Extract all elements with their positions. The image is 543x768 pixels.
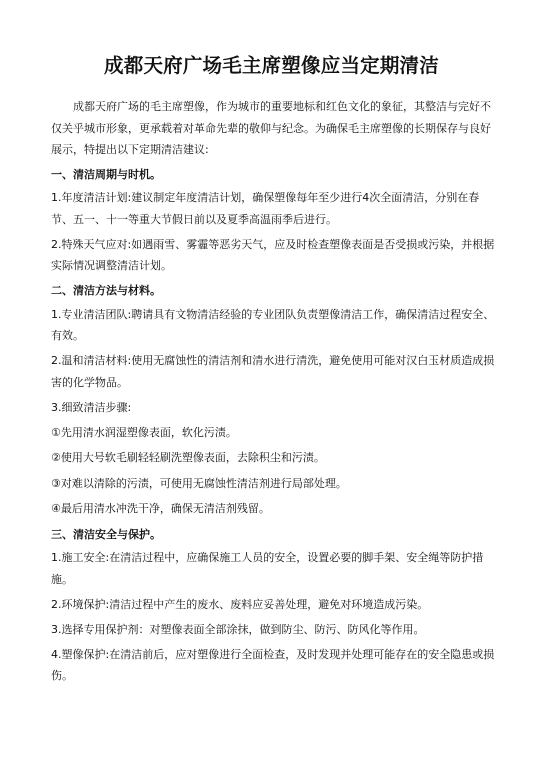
section-3-item-2: 2.环境保护:清洁过程中产生的废水、废料应妥善处理，避免对环境造成污染。 [51,597,429,611]
section-3-item-4: 4.塑像保护:在清洁前后，应对塑像进行全面检查，及时发现并处理可能存在的安全隐患或损伤。 [51,647,495,682]
section-heading-3: 三、清洁安全与保护。 [51,527,161,541]
intro-paragraph: 成都天府广场的毛主席塑像，作为城市的重要地标和红色文化的象征，其整洁与完好不仅关乎城市形象，更承载着对革命先辈的敬仰与纪念。为确保毛主席塑像的长期保存与良好展示，特提出以下定期清洁建议: [51,100,491,156]
section-1-item-2: 2.特殊天气应对:如遇雨雪、雾霾等恶劣天气，应及时检查塑像表面是否受损或污染，并根据实际情况调整清洁计划。 [51,237,495,272]
section-3-item-1: 1.施工安全:在清洁过程中，应确保施工人员的安全，设置必要的脚手架、安全绳等防护措施。 [51,551,484,586]
cleaning-step-1: ①先用清水润湿塑像表面，软化污渍。 [51,425,237,439]
document-body [51,96,499,690]
section-2-item-1: 1.专业清洁团队:聘请具有文物清洁经验的专业团队负责塑像清洁工作，确保清洁过程安全、有效。 [51,307,495,342]
cleaning-step-4: ④最后用清水冲洗干净，确保无清洁剂残留。 [51,502,270,515]
section-heading-1: 一、清洁周期与时机。 [51,167,161,181]
section-1-item-1: 1.年度清洁计划:建议制定年度清洁计划，确保塑像每年至少进行4次全面清洁，分别在春节、五一、十一等重大节假日前以及夏季高温雨季后进行。 [51,191,480,226]
cleaning-step-2: ②使用大号软毛刷轻轻刷洗塑像表面，去除积尘和污渍。 [51,451,325,464]
section-heading-2: 二、清洁方法与材料。 [51,284,161,297]
cleaning-step-3: ③对难以清除的污渍，可使用无腐蚀性清洁剂进行局部处理。 [51,476,347,490]
document-title: 成都天府广场毛主席塑像应当定期清洁 [104,54,439,77]
section-2-item-2: 2.温和清洁材料:使用无腐蚀性的清洁剂和清水进行清洗，避免使用可能对汉白玉材质造成损害的化学物品。 [51,354,495,389]
section-3-item-3: 3.选择专用保护剂：对塑像表面全部涂抹，做到防尘、防污、防风化等作用。 [51,622,425,636]
section-2-item-3: 3.细致清洁步骤: [51,400,132,414]
